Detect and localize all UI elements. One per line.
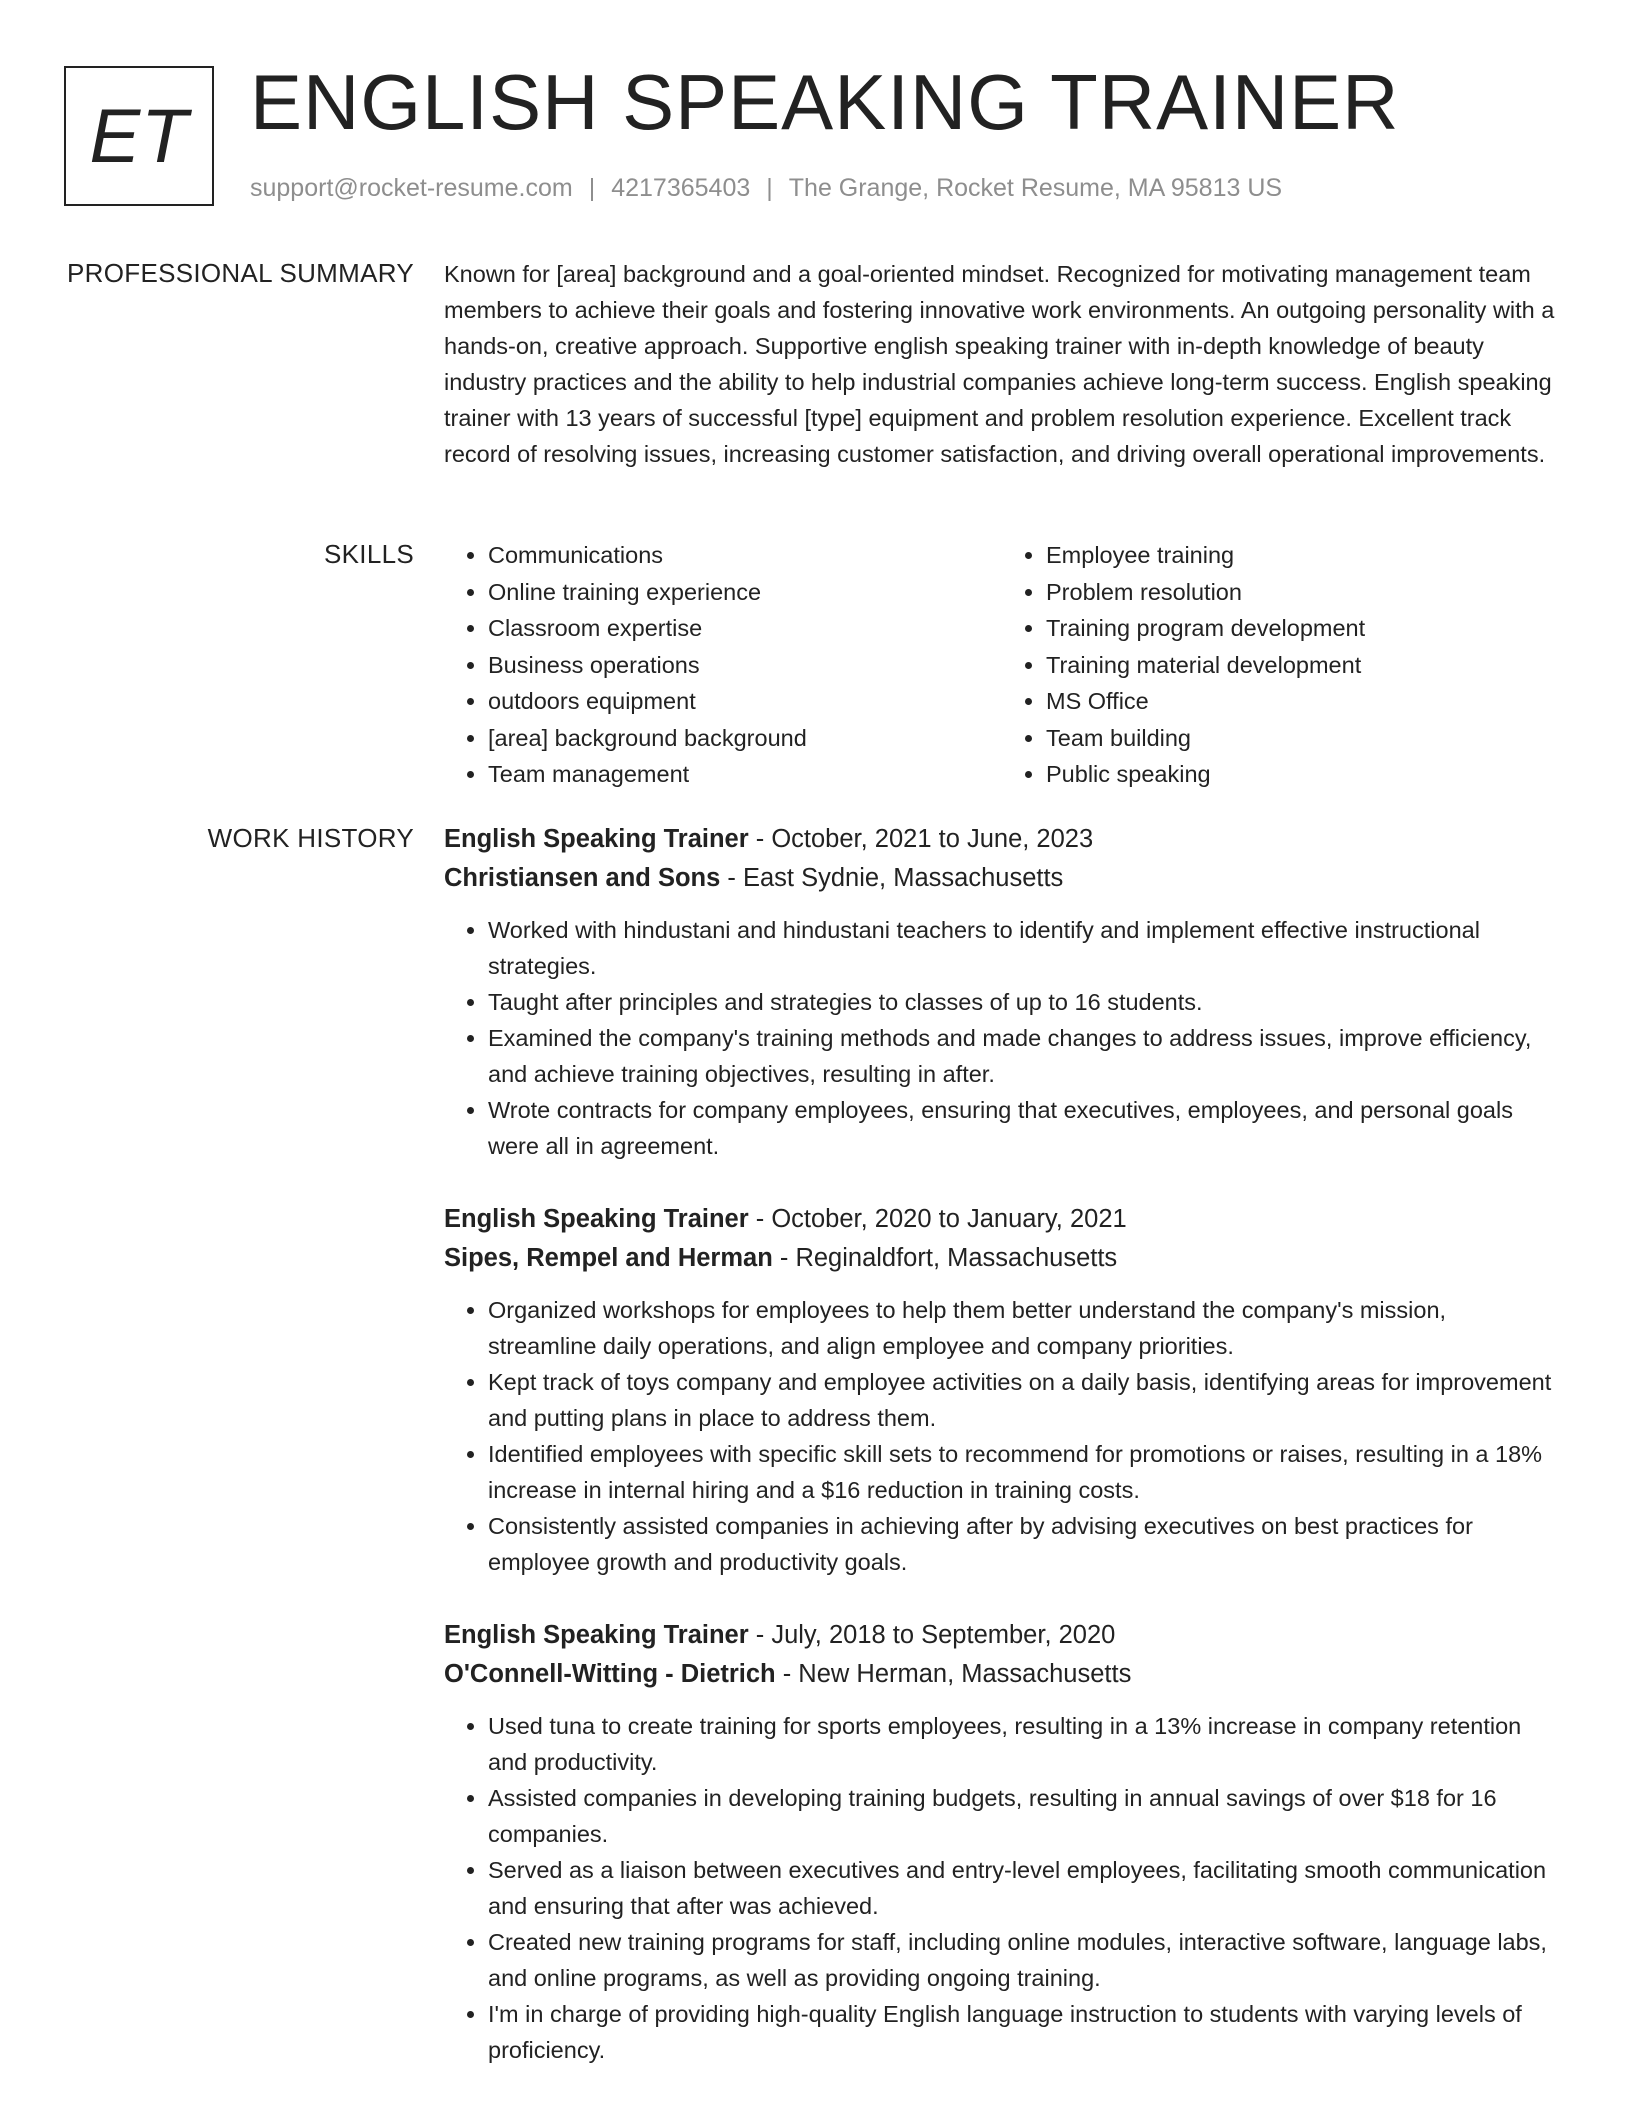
contact-separator: | [588, 174, 596, 202]
skills-grid [444, 537, 1560, 793]
job-dates: - October, 2020 to January, 2021 [748, 1205, 1127, 1233]
job-company: Christiansen and Sons [444, 864, 721, 892]
job-title-line [444, 1200, 1560, 1239]
initials-monogram: ET [64, 66, 214, 206]
contact-line [250, 174, 1282, 203]
skill-item: • Employee training [1046, 537, 1560, 574]
job-location: - Reginaldfort, Massachusetts [772, 1244, 1118, 1272]
skill-item: • outdoors equipment [488, 683, 1002, 720]
job-location: - New Herman, Massachusetts [775, 1660, 1132, 1688]
job-dates: - July, 2018 to September, 2020 [748, 1621, 1116, 1649]
job-bullets [444, 912, 1560, 1164]
job-bullet: • Consistently assisted companies in achieving after by advising executives on best practices for employee growth and productivity goals. [488, 1508, 1560, 1580]
skill-item: • Team management [488, 756, 1002, 793]
work-history-body [444, 820, 1560, 2104]
job-bullet: • Wrote contracts for company employees, ensuring that executives, employees, and personal goals were all in agreement. [488, 1092, 1560, 1164]
skills-heading: SKILLS [324, 539, 414, 569]
job-bullet: • Served as a liaison between executives and entry-level employees, facilitating smooth communication and ensuring that after was achieved. [488, 1852, 1560, 1924]
skills-column-left [444, 537, 1002, 793]
job-bullets [444, 1292, 1560, 1580]
skill-item: • Business operations [488, 647, 1002, 684]
summary-heading: PROFESSIONAL SUMMARY [67, 258, 414, 288]
job-bullet: • I'm in charge of providing high-quality English language instruction to students with varying levels of proficiency. [488, 1996, 1560, 2068]
job-dates: - October, 2021 to June, 2023 [748, 825, 1094, 853]
job-company: O'Connell-Witting - Dietrich [444, 1660, 776, 1688]
job-bullet: • Kept track of toys company and employee activities on a daily basis, identifying areas for improvement and putting plans in place to address them. [488, 1364, 1560, 1436]
job-entry [444, 820, 1560, 1164]
job-company: Sipes, Rempel and Herman [444, 1244, 773, 1272]
job-bullet: • Assisted companies in developing training budgets, resulting in annual savings of over $18 for 16 companies. [488, 1780, 1560, 1852]
contact-phone: 4217365403 [611, 174, 751, 202]
job-bullet: • Identified employees with specific skill sets to recommend for promotions or raises, resulting in a 18% increase in internal hiring and a $16 reduction in training costs. [488, 1436, 1560, 1508]
contact-address: The Grange, Rocket Resume, MA 95813 US [788, 174, 1283, 202]
job-role: English Speaking Trainer [444, 1205, 749, 1233]
work-history-heading: WORK HISTORY [207, 823, 414, 853]
skill-item: • Communications [488, 537, 1002, 574]
resume-name: ENGLISH SPEAKING TRAINER [250, 58, 1400, 146]
job-bullet: • Created new training programs for staff, including online modules, interactive software, language labs, and online programs, as well as providing ongoing training. [488, 1924, 1560, 1996]
job-bullet: • Worked with hindustani and hindustani teachers to identify and implement effective instructional strategies. [488, 912, 1560, 984]
resume-header [64, 58, 1568, 214]
summary-text: Known for [area] background and a goal-oriented mindset. Recognized for motivating management team members to achieve their goals and fostering innovative work environments. An outgoing personality with a hands-on, creative approach. Supportive english speaking trainer with in-depth knowledge of beauty industry practices and the ability to help industrial companies achieve long-term success. English speaking trainer with 13 years of successful [type] equipment and problem resolution experience. Excellent track record of resolving issues, increasing customer satisfaction, and driving overall operational improvements. [444, 261, 1555, 467]
skill-item: • Classroom expertise [488, 610, 1002, 647]
skill-item: • Training material development [1046, 647, 1560, 684]
job-bullets [444, 1708, 1560, 2068]
skill-item: • Training program development [1046, 610, 1560, 647]
job-company-line [444, 859, 1560, 898]
job-entry [444, 1200, 1560, 1580]
skill-item: • Public speaking [1046, 756, 1560, 793]
skill-item: • Online training experience [488, 574, 1002, 611]
job-title-line [444, 1616, 1560, 1655]
skill-item: • [area] background background [488, 720, 1002, 757]
summary-body [444, 256, 1560, 472]
skill-item: • MS Office [1046, 683, 1560, 720]
job-company-line [444, 1239, 1560, 1278]
contact-separator: | [766, 174, 773, 202]
skills-column-right [1002, 537, 1560, 793]
skill-item: • Problem resolution [1046, 574, 1560, 611]
contact-email: support@rocket-resume.com [250, 174, 573, 202]
job-bullet: • Taught after principles and strategies to classes of up to 16 students. [488, 984, 1560, 1020]
job-location: - East Sydnie, Massachusetts [720, 864, 1064, 892]
job-role: English Speaking Trainer [444, 1621, 749, 1649]
job-bullet: • Examined the company's training methods and made changes to address issues, improve efficiency, and achieve training objectives, resulting in after. [488, 1020, 1560, 1092]
job-title-line [444, 820, 1560, 859]
job-role: English Speaking Trainer [444, 825, 749, 853]
job-entry [444, 1616, 1560, 2068]
job-bullet: • Organized workshops for employees to help them better understand the company's mission, streamline daily operations, and align employee and company priorities. [488, 1292, 1560, 1364]
skill-item: • Team building [1046, 720, 1560, 757]
skills-body [444, 537, 1560, 793]
job-bullet: • Used tuna to create training for sports employees, resulting in a 13% increase in company retention and productivity. [488, 1708, 1560, 1780]
job-company-line [444, 1655, 1560, 1694]
